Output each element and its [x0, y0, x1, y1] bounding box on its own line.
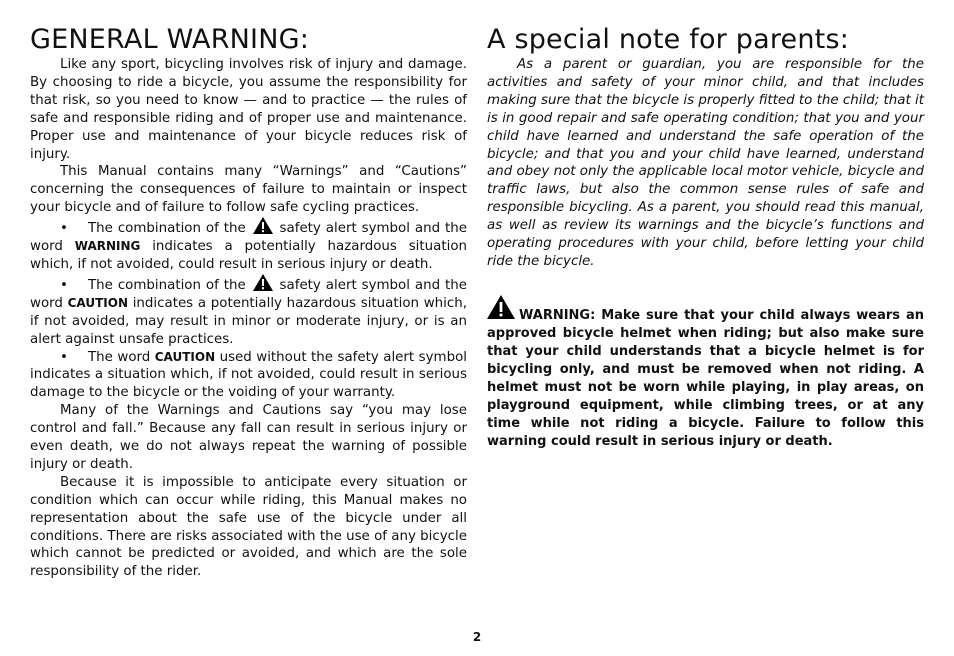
paragraph-manual-warnings: This Manual contains many “Warnings” and “Cautions” concerning the consequences of failure to maintain or inspect your bicycle and of failure to follow safe cycling practices. [30, 164, 467, 216]
paragraph-lose-control: Many of the Warnings and Cautions say “you may lose control and fall.” Because any fall can result in serious injury or even death, we do not always repeat the warning of possible injury or death. [30, 403, 467, 472]
parents-note-title: A special note for parents: [487, 24, 850, 55]
bullet-warning [30, 217, 467, 274]
bullet-caution-mid: safety alert symbol and the word [30, 277, 467, 311]
bullet-dot: • [60, 349, 68, 365]
bullet-caution2-pre: The word [88, 349, 151, 365]
helmet-warning-text: WARNING: Make sure that your child always wears an approved bicycle helmet when riding; but also make sure that your child understands that a bicycle helmet is for bicycling only, and must be removed when not riding. A helmet must not be worn while playing, in play areas, on playground equipment, while climbing trees, or at any time while not riding a bicycle. Failure to follow this warning could result in serious injury or death. [487, 307, 924, 449]
bullet-dot: • [60, 277, 68, 293]
warning-triangle-icon [253, 274, 273, 291]
left-column [30, 24, 467, 581]
bullet-caution2-post: used without the safety alert symbol indicates a situation which, if not avoided, could result in serious damage to the bicycle or the voiding of your warranty. [30, 349, 467, 401]
caution-keyword: CAUTION [154, 349, 216, 364]
page-number: 2 [472, 630, 482, 644]
bullet-warning-post: indicates a potentially hazardous situation which, if not avoided, could result in serious injury or death. [30, 239, 467, 272]
paragraph-risks: Because it is impossible to anticipate every situation or condition which can occur while riding, this Manual makes no representation about the safe use of the bicycle under all conditions. There are risks associated with the use of any bicycle which cannot be predicted or avoided, and which are the sole responsibility of the rider. [30, 474, 467, 580]
bullet-caution-no-symbol [30, 349, 467, 403]
bullet-caution [30, 274, 467, 349]
warning-triangle-icon [487, 295, 515, 325]
right-column [487, 24, 924, 451]
bullet-caution-post: indicates a potentially hazardous situation which, if not avoided, may result in minor or moderate injury, or is an alert against unsafe practices. [30, 295, 467, 347]
warning-triangle-icon [253, 217, 273, 234]
bullet-dot: • [60, 221, 68, 237]
bullet-warning-pre: The combination of the [88, 221, 246, 237]
paragraph-intro: Like any sport, bicycling involves risk of injury and damage. By choosing to ride a bicycle, you assume the responsibility for that risk, so you need to know — and to practice — the rules of safe and responsible riding and of proper use and maintenance. Proper use and maintenance of your bicycle reduces risk of injury. [30, 57, 467, 162]
helmet-warning [487, 295, 924, 451]
warning-keyword: WARNING [74, 239, 141, 254]
bullet-warning-mid: safety alert symbol and the word [30, 221, 467, 255]
caution-keyword: CAUTION [67, 295, 128, 310]
parents-note-paragraph: As a parent or guardian, you are responsible for the activities and safety of your minor child, and that includes making sure that the bicycle is properly fitted to the child; that it is in good repair and safe operating condition; that you and your child have learned and understand the safe operation of the bicycle; and that you and your child have learned, understand and obey not only the applicable local motor vehicle, bicycle and traffic laws, but also the common sense rules of safe and responsible bicycling. As a parent, you should read this manual, as well as review its warnings and the bicycle’s functions and operating procedures with your child, before letting your child ride the bicycle. [487, 57, 924, 269]
bullet-caution-pre: The combination of the [88, 277, 246, 293]
general-warning-title: GENERAL WARNING: [30, 24, 310, 55]
